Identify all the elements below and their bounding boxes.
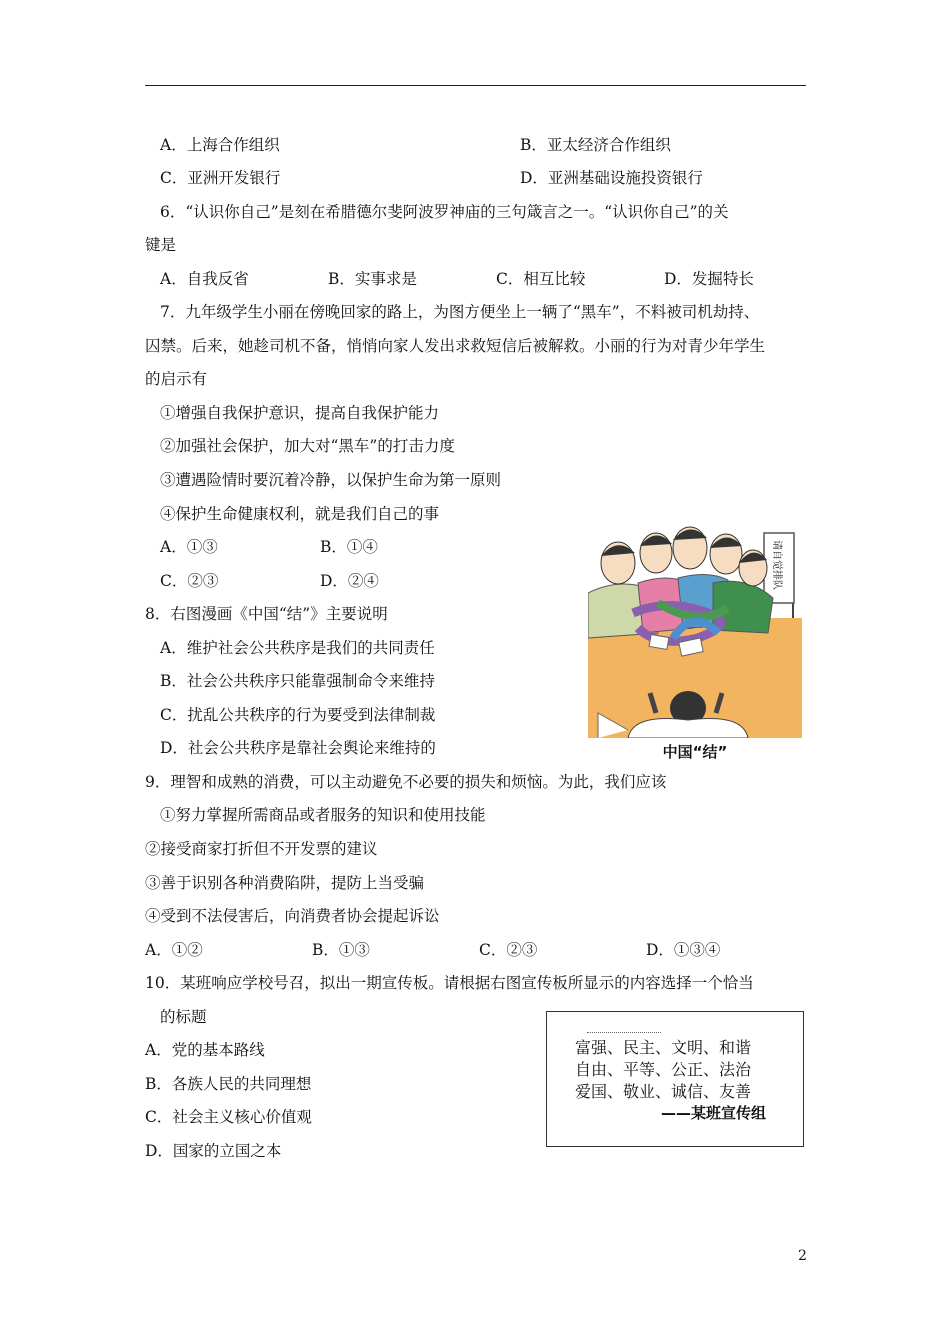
q10-stem-line2: 的标题 bbox=[160, 1008, 207, 1026]
q8-option-c: C．扰乱公共秩序的行为要受到法律制裁 bbox=[160, 706, 436, 724]
paper-2 bbox=[649, 635, 669, 650]
q9-statement-2: ②接受商家打折但不开发票的建议 bbox=[145, 840, 378, 858]
board-signature: ——某班宣传组 bbox=[661, 1104, 767, 1122]
q7-stem-line3: 的启示有 bbox=[145, 370, 208, 388]
q5-option-c: C．亚洲开发银行 bbox=[160, 169, 281, 187]
q7-statement-4: ④保护生命健康权利，就是我们自己的事 bbox=[160, 505, 440, 523]
q7-option-d: D．②④ bbox=[320, 572, 379, 590]
q8-option-d: D．社会公共秩序是靠社会舆论来维持的 bbox=[160, 739, 436, 757]
q7-stem-line2: 囚禁。后来，她趁司机不备，悄悄向家人发出求救短信后被解救。小丽的行为对青少年学生 bbox=[145, 337, 766, 355]
q10-option-a: A．党的基本路线 bbox=[145, 1041, 265, 1059]
cartoon-drawing bbox=[588, 508, 802, 738]
q6-option-a: A．自我反省 bbox=[160, 270, 249, 288]
q6-option-b: B．实事求是 bbox=[328, 270, 417, 288]
q9-option-c: C．②③ bbox=[479, 941, 538, 959]
header-rule bbox=[145, 85, 806, 86]
q10-stem-line1: 10．某班响应学校号召，拟出一期宣传板。请根据右图宣传板所显示的内容选择一个恰当 bbox=[145, 974, 754, 992]
clerk-body bbox=[628, 718, 748, 738]
q9-option-d: D．①③④ bbox=[646, 941, 721, 959]
q8-option-a: A．维护社会公共秩序是我们的共同责任 bbox=[160, 639, 435, 657]
q10-option-c: C．社会主义核心价值观 bbox=[145, 1108, 312, 1126]
q7-statement-3: ③遭遇险情时要沉着冷静，以保护生命为第一原则 bbox=[160, 471, 502, 489]
board-line-2: 自由、平等、公正、法治 bbox=[575, 1060, 752, 1079]
q6-option-d: D．发掘特长 bbox=[664, 270, 754, 288]
q8-option-b: B．社会公共秩序只能靠强制命令来维持 bbox=[160, 672, 435, 690]
q7-option-a: A．①③ bbox=[160, 538, 218, 556]
cartoon-china-knot bbox=[588, 508, 802, 738]
q9-statement-4: ④受到不法侵害后，向消费者协会提起诉讼 bbox=[145, 907, 440, 925]
q6-option-c: C．相互比较 bbox=[496, 270, 586, 288]
cartoon-caption: 中国“结” bbox=[662, 743, 728, 761]
q9-statement-1: ①努力掌握所需商品或者服务的知识和使用技能 bbox=[160, 806, 486, 824]
q7-statement-2: ②加强社会保护，加大对“黑车”的打击力度 bbox=[160, 437, 455, 455]
q6-stem-line2: 键是 bbox=[145, 236, 177, 254]
q10-option-b: B．各族人民的共同理想 bbox=[145, 1075, 312, 1093]
board-line-1: 富强、民主、文明、和谐 bbox=[575, 1038, 752, 1057]
q7-option-c: C．②③ bbox=[160, 572, 219, 590]
q7-statement-1: ①增强自我保护意识，提高自我保护能力 bbox=[160, 404, 440, 422]
q5-option-b: B．亚太经济合作组织 bbox=[520, 136, 671, 154]
board-title-placeholder bbox=[587, 1032, 661, 1033]
queue-sign-text: 请自觉排队 bbox=[771, 540, 782, 590]
q7-option-b: B．①④ bbox=[320, 538, 378, 556]
q5-option-a: A．上海合作组织 bbox=[160, 136, 280, 154]
propaganda-board bbox=[546, 1011, 804, 1147]
q7-stem-line1: 7．九年级学生小丽在傍晚回家的路上，为图方便坐上一辆了“黑车”，不料被司机劫持、 bbox=[160, 303, 760, 321]
q9-option-a: A．①② bbox=[145, 941, 203, 959]
q6-stem-line1: 6．“认识你自己”是刻在希腊德尔斐阿波罗神庙的三句箴言之一。“认识你自己”的关 bbox=[160, 203, 729, 221]
q5-option-d: D．亚洲基础设施投资银行 bbox=[520, 169, 703, 187]
q9-stem: 9．理智和成熟的消费，可以主动避免不必要的损失和烦恼。为此，我们应该 bbox=[145, 773, 667, 791]
page-number: 2 bbox=[798, 1248, 807, 1264]
q10-option-d: D．国家的立国之本 bbox=[145, 1142, 282, 1160]
board-line-3: 爱国、敬业、诚信、友善 bbox=[575, 1082, 752, 1101]
q8-stem: 8．右图漫画《中国“结”》主要说明 bbox=[145, 605, 388, 623]
q9-option-b: B．①③ bbox=[312, 941, 370, 959]
q9-statement-3: ③善于识别各种消费陷阱，提防上当受骗 bbox=[145, 874, 425, 892]
